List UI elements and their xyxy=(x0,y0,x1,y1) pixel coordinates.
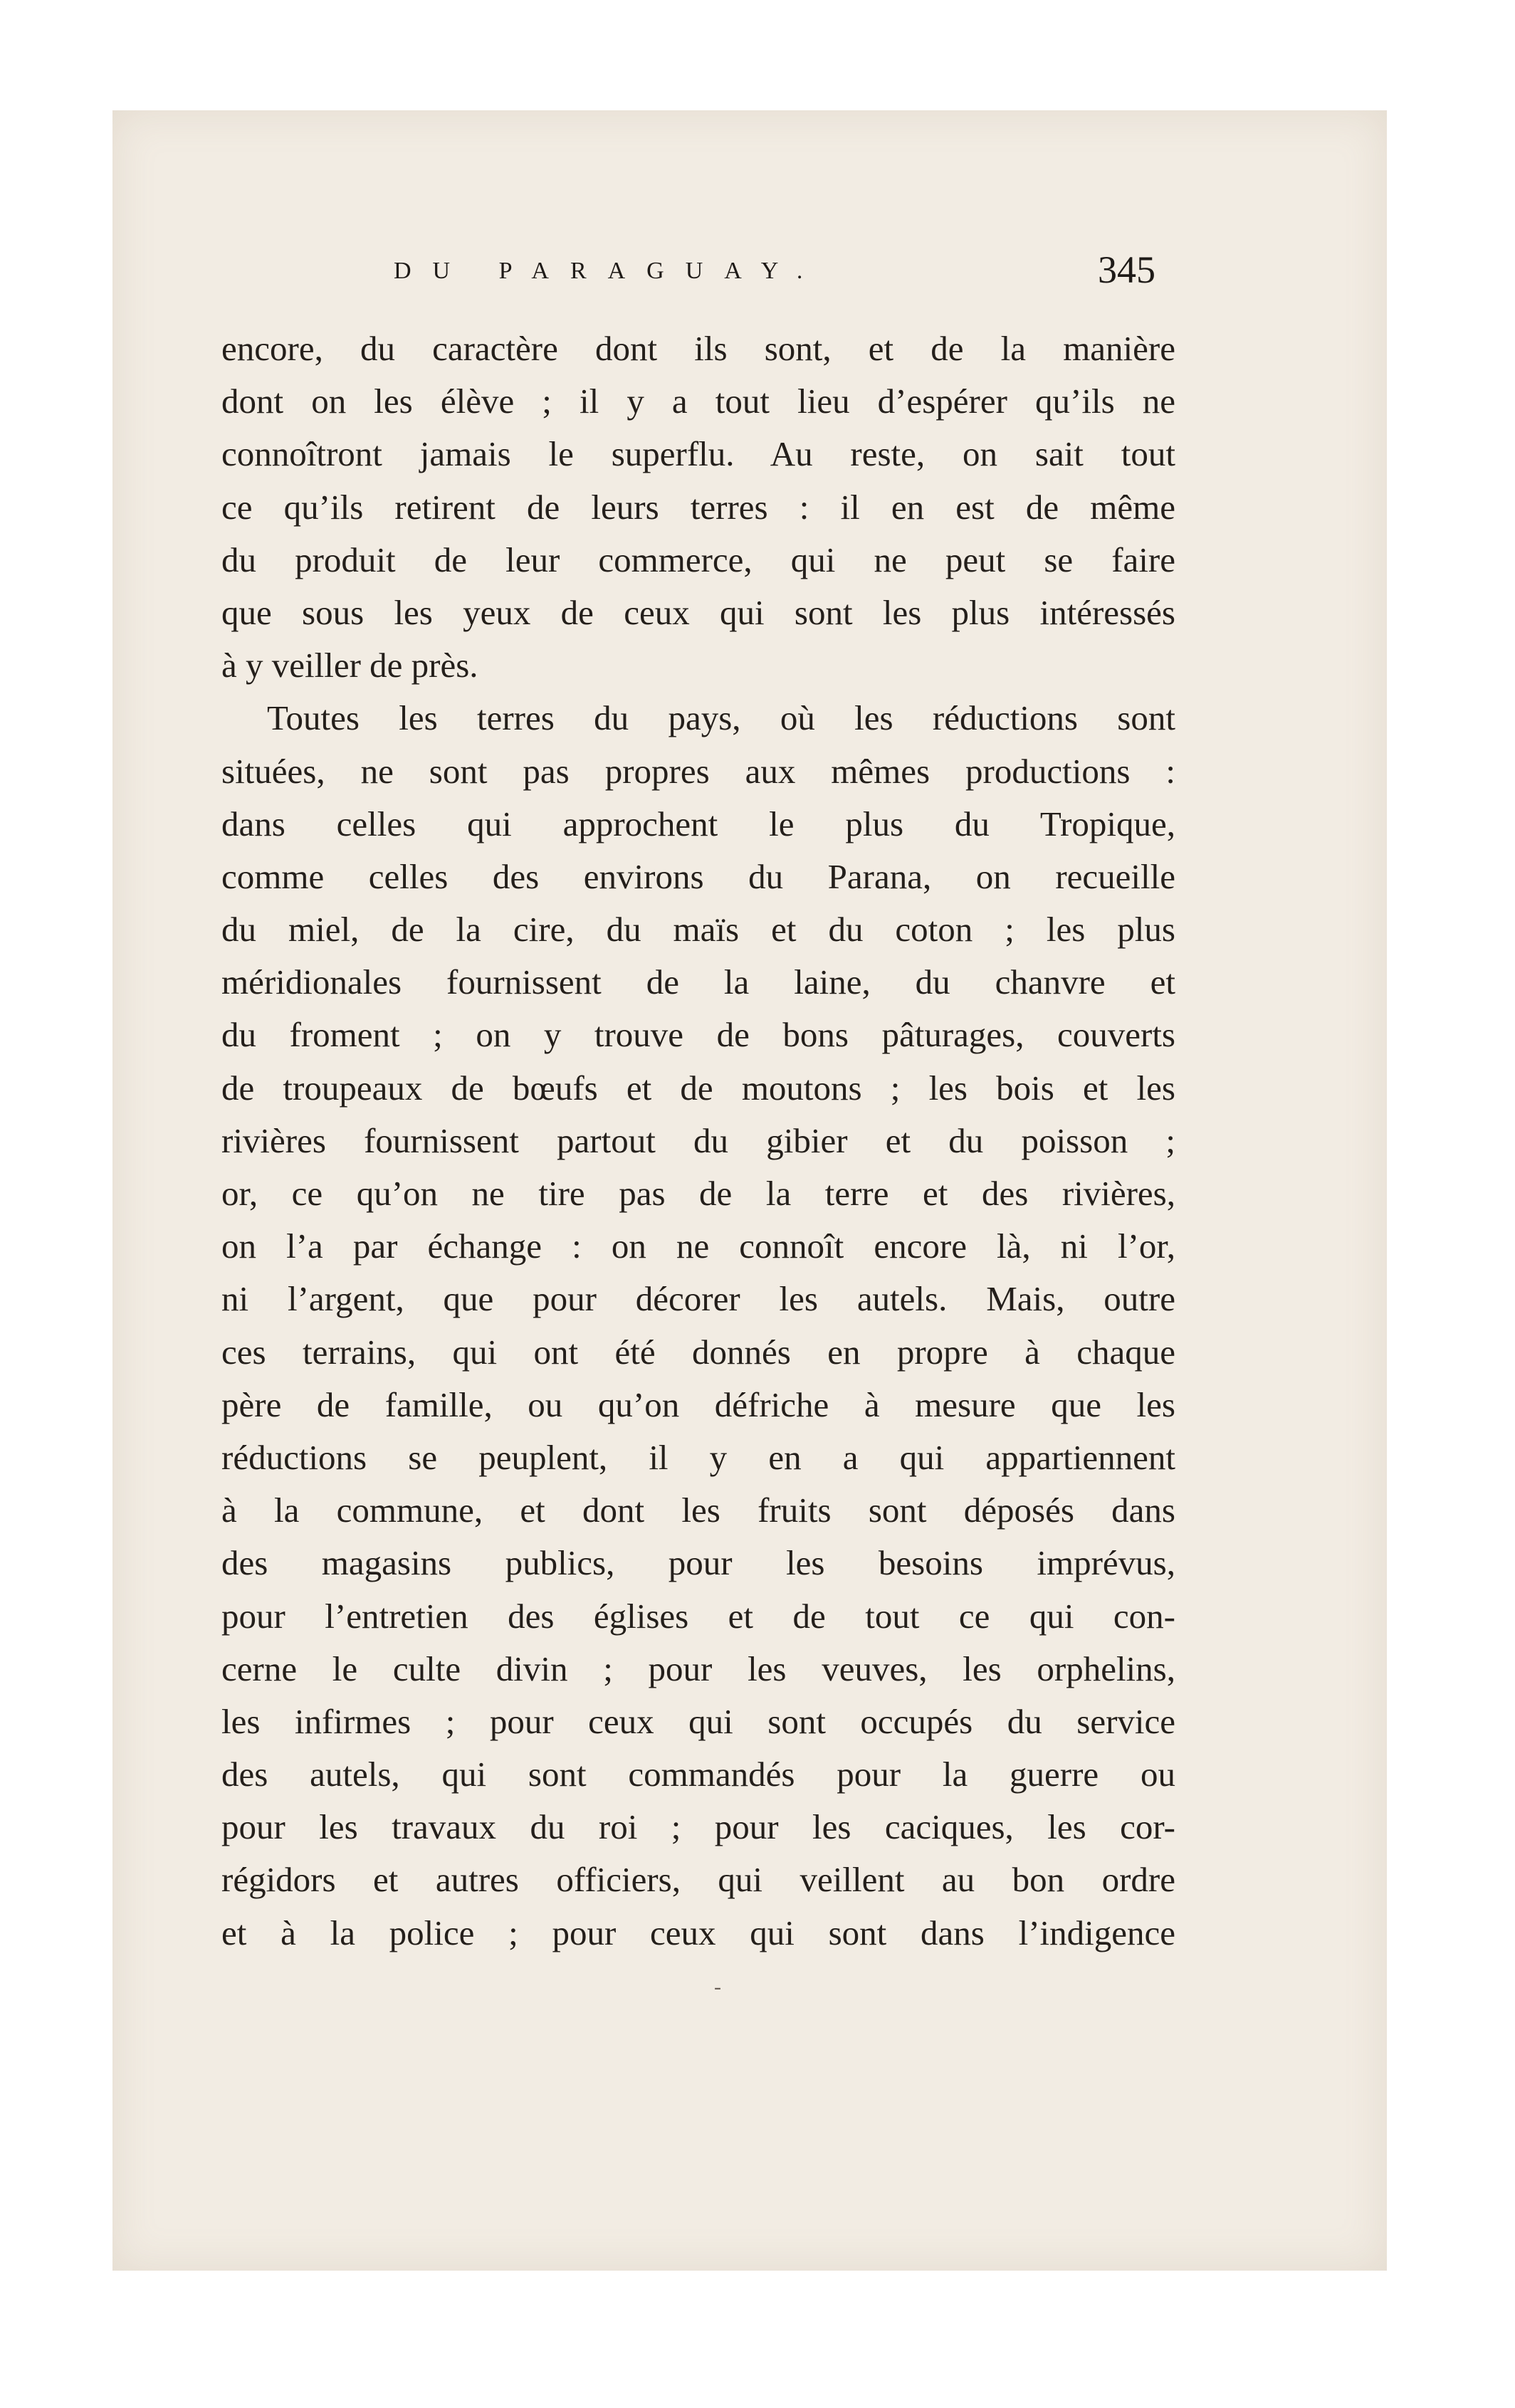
text-line: pour les travaux du roi ; pour les caciques, les cor- xyxy=(221,1807,1175,1847)
page-number: 345 xyxy=(1098,248,1155,291)
text-line: des magasins publics, pour les besoins imprévus, xyxy=(221,1543,1175,1583)
text-line: père de famille, ou qu’on défriche à mesure que les xyxy=(221,1384,1175,1424)
text-line: comme celles des environs du Parana, on recueille xyxy=(221,856,1175,896)
text-line: du froment ; on y trouve de bons pâturages, couverts xyxy=(221,1015,1175,1055)
text-line: dans celles qui approchent le plus du Tropique, xyxy=(221,804,1175,843)
text-line: du miel, de la cire, du maïs et du coton ; les plus xyxy=(221,910,1175,950)
text-line: Toutes les terres du pays, où les réductions sont xyxy=(267,698,1175,738)
running-head xyxy=(112,249,1387,299)
text-line: que sous les yeux de ceux qui sont les plus intéressés xyxy=(221,592,1175,632)
footer-mark: - xyxy=(714,1975,721,1999)
text-line: on l’a par échange : on ne connoît encore là, ni l’or, xyxy=(221,1226,1175,1266)
text-line: méridionales fournissent de la laine, du chanvre et xyxy=(221,962,1175,1002)
text-line: régidors et autres officiers, qui veillent au bon ordre xyxy=(221,1860,1175,1900)
text-line: dont on les élève ; il y a tout lieu d’espérer qu’ils ne xyxy=(221,382,1175,421)
text-line: ces terrains, qui ont été donnés en propre à chaque xyxy=(221,1332,1175,1372)
text-line: à y veiller de près. xyxy=(221,646,478,685)
text-line: les infirmes ; pour ceux qui sont occupés du service xyxy=(221,1701,1175,1741)
text-line: cerne le culte divin ; pour les veuves, les orphelins, xyxy=(221,1649,1175,1688)
text-line: rivières fournissent partout du gibier et du poisson ; xyxy=(221,1120,1175,1160)
text-line: connoîtront jamais le superflu. Au reste, on sait tout xyxy=(221,434,1175,474)
book-page xyxy=(112,110,1387,2271)
text-line: ce qu’ils retirent de leurs terres : il en est de même xyxy=(221,487,1175,527)
text-line: pour l’entretien des églises et de tout ce qui con- xyxy=(221,1596,1175,1636)
text-line: encore, du caractère dont ils sont, et de la manière xyxy=(221,329,1175,368)
text-line: ni l’argent, que pour décorer les autels. Mais, outre xyxy=(221,1279,1175,1319)
text-line: de troupeaux de bœufs et de moutons ; les bois et les xyxy=(221,1068,1175,1108)
text-line: à la commune, et dont les fruits sont déposés dans xyxy=(221,1490,1175,1530)
text-line: or, ce qu’on ne tire pas de la terre et des rivières, xyxy=(221,1174,1175,1213)
text-line: des autels, qui sont commandés pour la guerre ou xyxy=(221,1755,1175,1794)
text-line: réductions se peuplent, il y en a qui appartiennent xyxy=(221,1437,1175,1477)
running-head-title: DU PARAGUAY. xyxy=(394,258,824,284)
text-line: du produit de leur commerce, qui ne peut se faire xyxy=(221,540,1175,579)
text-line: situées, ne sont pas propres aux mêmes productions : xyxy=(221,751,1175,791)
body-text xyxy=(221,322,1175,1960)
text-line: et à la police ; pour ceux qui sont dans l’indigence xyxy=(221,1913,1175,1952)
